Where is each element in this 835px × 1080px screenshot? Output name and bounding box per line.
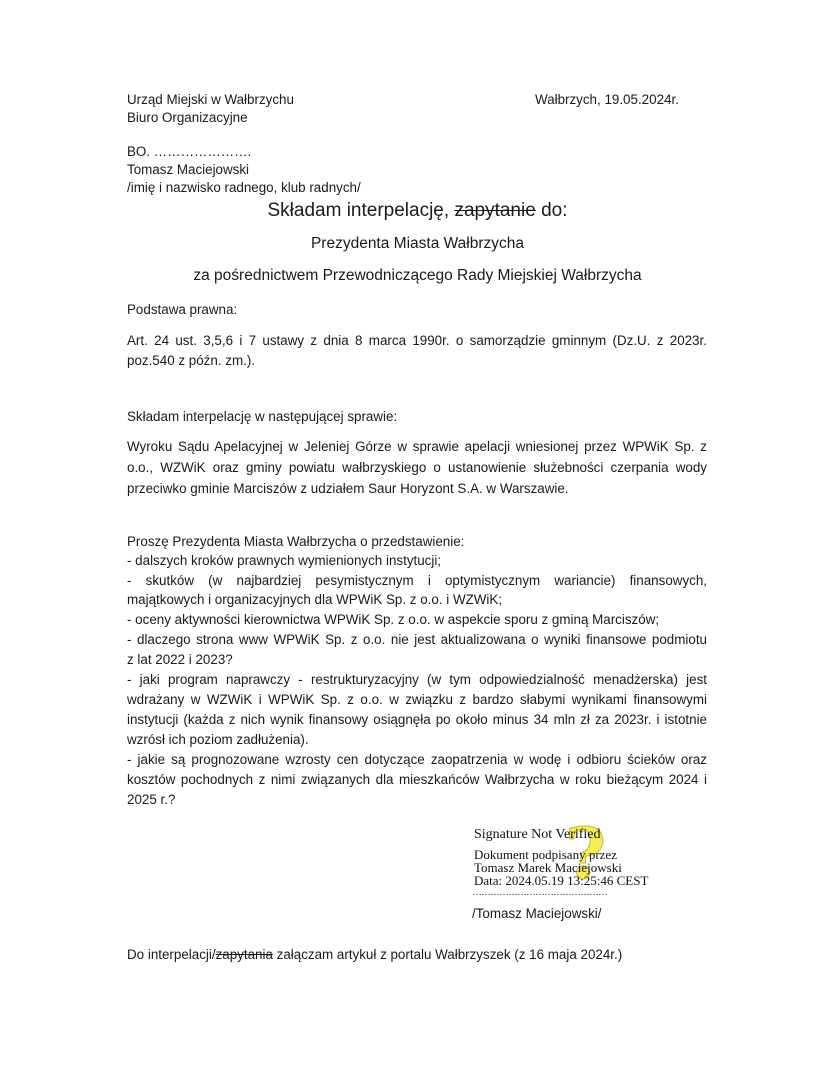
request-line: instytucji (każda z nich wynik finansowy osiągnęła po około minus 34 mln zł za 2023r. i istotnie [127,712,707,727]
attachment-tail: załączam artykuł z portalu Wałbrzyszek (z 16 maja 2024r.) [272,947,623,962]
signature-status: Signature Not Verified [474,827,601,842]
attachment-struck-word: zapytania [215,947,273,962]
legal-basis-line-1: Art. 24 ust. 3,5,6 i 7 ustawy z dnia 8 marca 1990r. o samorządzie gminnym (Dz.U. z 2023r. [127,333,707,348]
document-title [0,198,835,224]
signature-signed-by: Dokument podpisany przez [474,847,617,862]
councillor-caption: /imię i nazwisko radnego, klub radnych/ [127,180,361,195]
legal-basis-label: Podstawa prawna: [127,302,238,317]
attachment-note [127,945,622,965]
request-line: z lat 2022 i 2023? [127,652,233,667]
councillor-name: Tomasz Maciejowski [127,162,250,177]
request-line: - oceny aktywności kierownictwa WPWiK Sp. z o.o. w aspekcie sporu z gminą Marciszów; [127,612,660,627]
signature-date: Data: 2024.05.19 13:25:46 CEST [474,873,649,888]
office-name: Urząd Miejski w Wałbrzychu [127,92,294,107]
title-lead: Składam interpelację, [267,200,450,221]
matter-line: Wyroku Sądu Apelacyjnej w Jeleniej Górze w sprawie apelacji wniesionej przez WPWiK Sp. z [127,439,707,454]
request-line: 2025 r.? [127,792,176,807]
request-line: - dalszych kroków prawnych wymienionych instytucji; [127,553,442,568]
signature-signer: Tomasz Marek Maciejowski [474,860,622,875]
request-line: wzrósł ich poziom zadłużenia). [127,732,309,747]
request-line: - jakie są prognozowane wzrosty cen dotyczące zaopatrzenia w wodę i odbioru ścieków oraz [127,752,707,767]
matter-label: Składam interpelację w następującej sprawie: [127,409,398,424]
attachment-lead: Do interpelacji/ [127,947,216,962]
matter-line: przeciwko gminie Marciszów z udziałem Saur Horyzont S.A. w Warszawie. [127,481,569,496]
signature-name-caption: /Tomasz Maciejowski/ [472,906,602,921]
request-line: - jaki program naprawczy - restrukturyzacyjny (w tym odpowiedzialność menadżerska) jest [127,672,707,687]
signature-dotted-line: ……………………………………… [472,887,607,898]
legal-basis-line-2: poz.540 z późn. zm.). [127,353,256,368]
requests-label: Proszę Prezydenta Miasta Wałbrzycha o przedstawienie: [127,534,465,549]
question-mark-icon: ? [565,812,607,895]
request-line: - skutków (w najbardziej pesymistycznym i optymistycznym wariancie) finansowych, [127,573,707,588]
title-tail: do: [541,200,568,221]
request-line: wdrażany w WZWiK i WPWiK Sp. z o.o. w związku z bardzo słabymi wynikami finansowymi [127,692,707,707]
place-date: Wałbrzych, 19.05.2024r. [535,92,679,107]
via-line: za pośrednictwem Przewodniczącego Rady Miejskiej Wałbrzycha [193,267,642,284]
matter-line: o.o., WZWiK oraz gminy powiatu wałbrzyskiego o ustanowienie służebności czerpania wody [127,460,707,475]
title-struck-word: zapytanie [454,200,536,221]
bo-reference: BO. …………………. [127,144,252,159]
request-line: kosztów pochodnych z nimi związanych dla mieszkańców Wałbrzycha w roku bieżącym 2024 i [127,772,707,787]
request-line: - dlaczego strona www WPWiK Sp. z o.o. nie jest aktualizowana o wyniki finansowe podmiotu [127,632,707,647]
addressee: Prezydenta Miasta Wałbrzycha [310,235,525,252]
request-line: majątkowych i organizacyjnych dla WPWiK Sp. z o.o. i WZWiK; [127,592,503,607]
department-name: Biuro Organizacyjne [127,110,248,125]
